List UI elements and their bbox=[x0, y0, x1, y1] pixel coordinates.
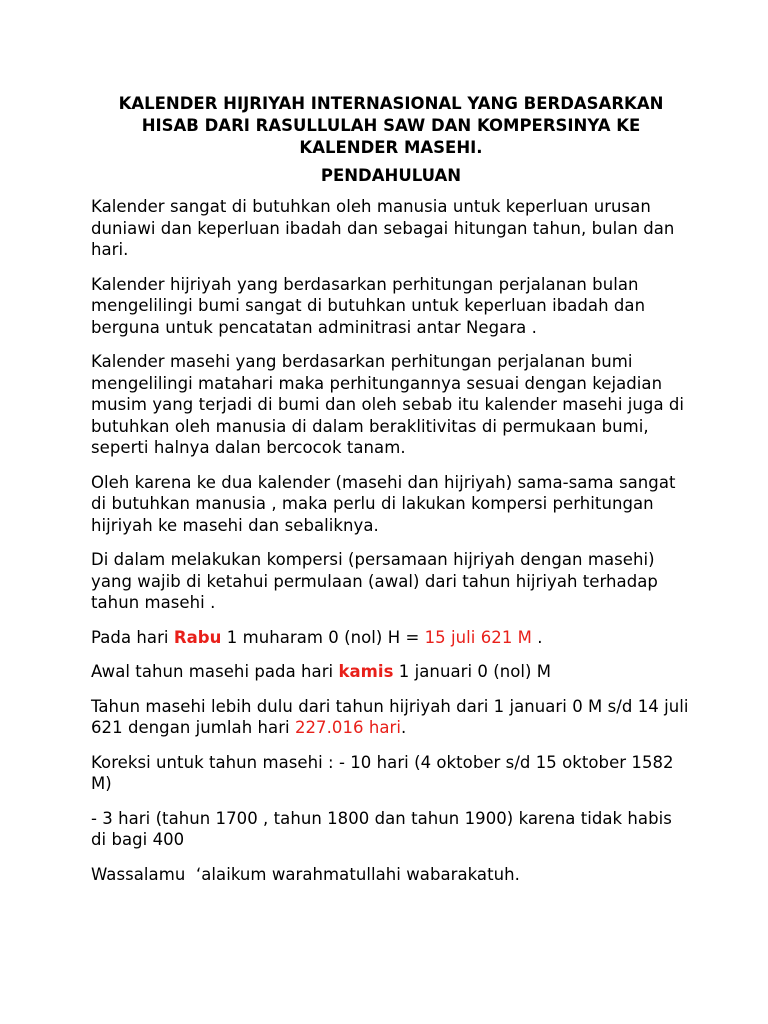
p6-after: . bbox=[531, 627, 543, 647]
paragraph-10: - 3 hari (tahun 1700 , tahun 1800 dan tahun 1900) karena tidak habis di bagi 400 bbox=[91, 808, 672, 849]
document-page bbox=[91, 93, 691, 898]
p8-before: Tahun masehi lebih dulu dari tahun hijriyah dari 1 januari 0 M s/d 14 juli 621 dengan jumlah hari bbox=[91, 696, 689, 737]
paragraph-11: Wassalamu ‘alaikum warahmatullahi wabarakatuh. bbox=[91, 864, 520, 884]
highlight-day-count: 227.016 hari bbox=[294, 718, 401, 737]
document-title: KALENDER HIJRIYAH INTERNASIONAL YANG BERDASARKAN HISAB DARI RASULLULAH SAW DAN KOMPERSINYA KE KALENDER MASEHI. bbox=[118, 94, 664, 157]
highlight-day-kamis: kamis bbox=[338, 662, 394, 681]
p8-after: . bbox=[400, 718, 407, 737]
p7-after: 1 januari 0 (nol) M bbox=[393, 662, 552, 681]
p6-before: Pada hari bbox=[91, 627, 174, 647]
p7-before: Awal tahun masehi pada hari bbox=[91, 662, 339, 681]
section-heading: PENDAHULUAN bbox=[320, 166, 462, 185]
paragraph-2: Kalender hijriyah yang berdasarkan perhitungan perjalanan bulan mengelilingi bumi sangat di butuhkan untuk keperluan ibadah dan berguna untuk pencatatan adminitrasi antar Negara . bbox=[91, 274, 646, 337]
paragraph-8 bbox=[91, 696, 691, 739]
p6-middle: 1 muharam 0 (nol) H = bbox=[221, 627, 425, 647]
highlight-date: 15 juli 621 M bbox=[424, 627, 532, 647]
paragraph-9: Koreksi untuk tahun masehi : - 10 hari (4 oktober s/d 15 oktober 1582 M) bbox=[91, 752, 674, 793]
paragraph-4: Oleh karena ke dua kalender (masehi dan hijriyah) sama-sama sangat di butuhkan manusia , maka perlu di lakukan kompersi perhitungan hijriyah ke masehi dan sebaliknya. bbox=[91, 472, 676, 535]
paragraph-1: Kalender sangat di butuhkan oleh manusia untuk keperluan urusan duniawi dan keperluan ibadah dan sebagai hitungan tahun, bulan dan hari. bbox=[91, 197, 675, 259]
paragraph-5: Di dalam melakukan kompersi (persamaan hijriyah dengan masehi) yang wajib di ketahui permulaan (awal) dari tahun hijriyah terhadap tahun masehi . bbox=[91, 550, 658, 612]
paragraph-7 bbox=[91, 661, 691, 683]
paragraph-3: Kalender masehi yang berdasarkan perhitungan perjalanan bumi mengelilingi matahari maka perhitungannya sesuai dengan kejadian musim yang terjadi di bumi dan oleh sebab itu kalender masehi juga di butuhkan oleh manusia di dalam beraklitivitas di permukaan bumi, seperti halnya dalan bercocok tanam. bbox=[91, 352, 685, 457]
paragraph-6 bbox=[91, 627, 691, 649]
highlight-day-rabu: Rabu bbox=[173, 627, 222, 647]
